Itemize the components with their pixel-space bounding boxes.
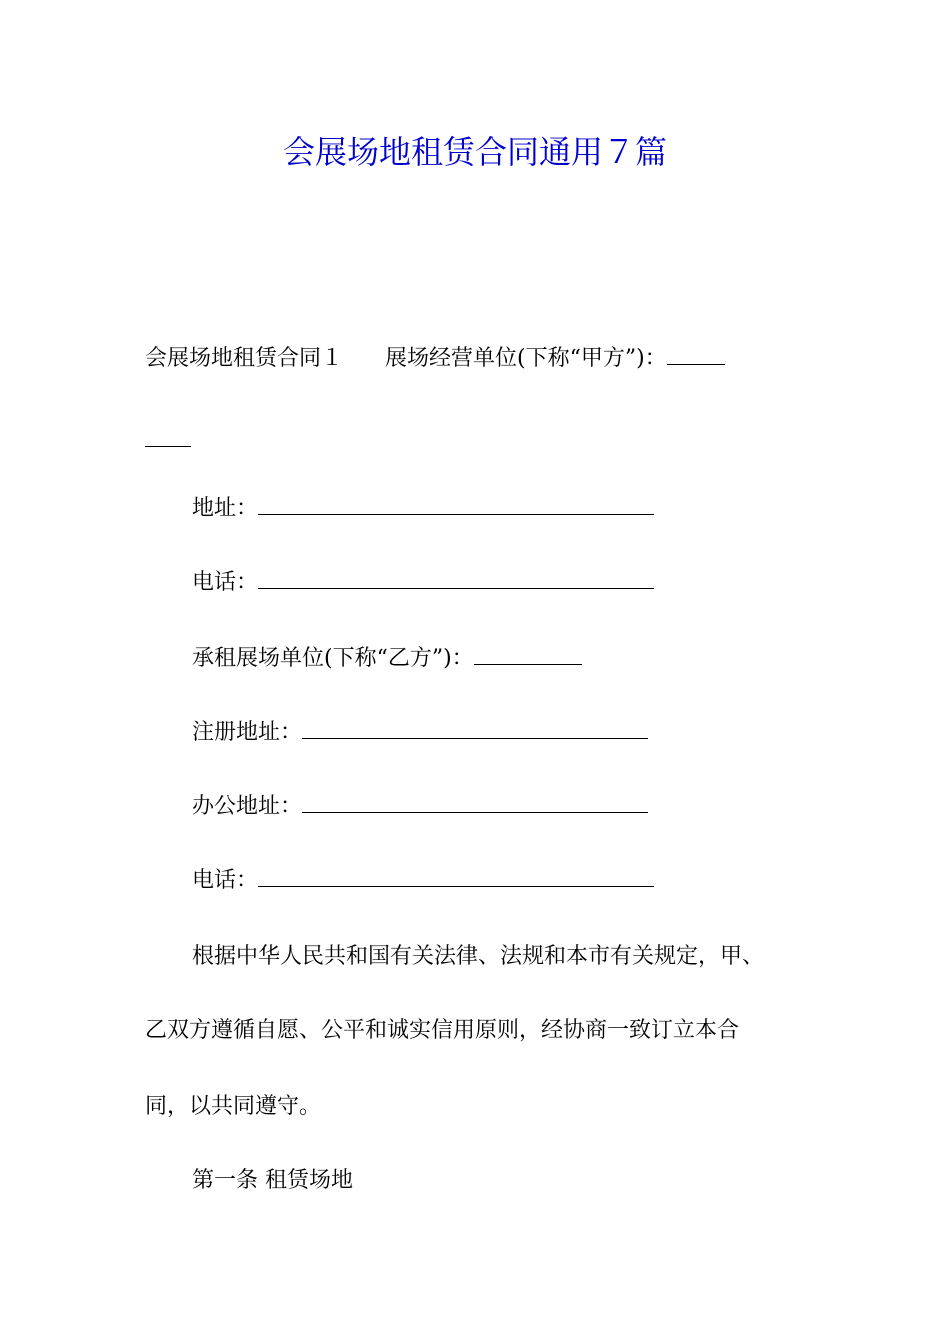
paragraph-line-1: 根据中华人民共和国有关法律、法规和本市有关规定，甲、 <box>192 944 765 969</box>
party-a-blank-continued <box>145 424 191 458</box>
phone-blank-2 <box>258 864 654 887</box>
contract-heading: 会展场地租赁合同１ <box>145 346 344 371</box>
office-address-line <box>192 790 648 824</box>
address-label: 地址： <box>192 496 259 521</box>
party-b-blank <box>474 642 582 665</box>
registered-address-blank <box>302 716 648 739</box>
address-line <box>192 492 654 526</box>
heading-line <box>145 342 725 376</box>
party-a-blank-cont <box>145 424 191 447</box>
address-blank <box>258 492 654 515</box>
phone-blank <box>258 566 654 589</box>
registered-address-label: 注册地址： <box>192 720 303 745</box>
office-address-blank <box>302 790 648 813</box>
office-address-label: 办公地址： <box>192 794 303 819</box>
paragraph-line-2: 乙双方遵循自愿、公平和诚实信用原则，经协商一致订立本合 <box>145 1018 740 1043</box>
phone-line-2 <box>192 864 654 898</box>
registered-address-line <box>192 716 648 750</box>
party-a-blank <box>667 342 725 365</box>
phone-line <box>192 566 654 600</box>
document-title: 会展场地租赁合同通用７篇 <box>282 133 667 171</box>
party-a-label: 展场经营单位(下称“甲方”)： <box>385 346 667 371</box>
party-b-line <box>192 642 582 676</box>
paragraph-line-3: 同，以共同遵守。 <box>145 1094 322 1119</box>
phone-label: 电话： <box>192 570 259 595</box>
article-1-heading: 第一条 租赁场地 <box>192 1168 353 1193</box>
party-b-label: 承租展场单位(下称“乙方”)： <box>192 646 474 671</box>
phone-label-2: 电话： <box>192 868 259 893</box>
